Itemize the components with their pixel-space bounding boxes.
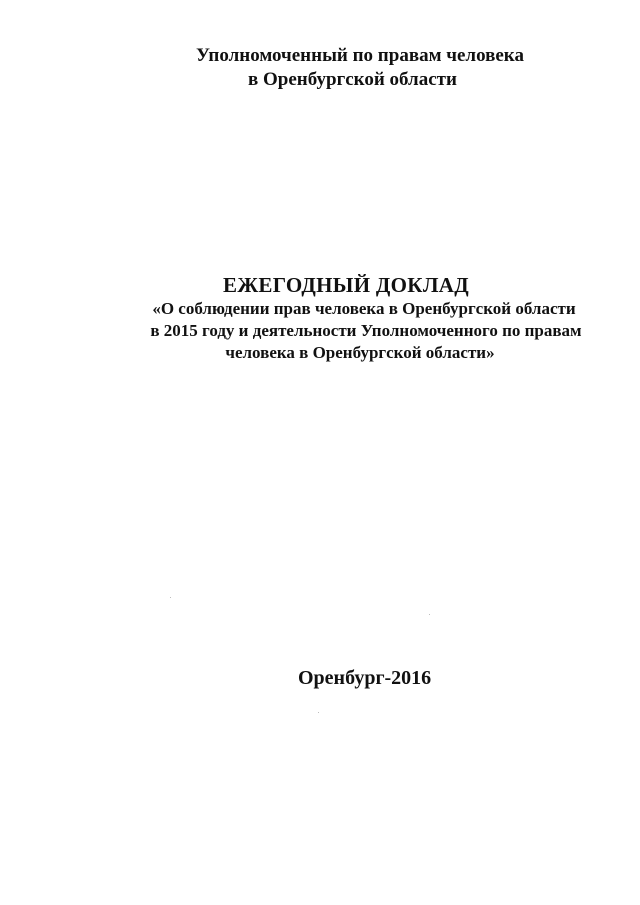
report-subtitle-line-3: человека в Оренбургской области» [225,343,495,362]
scan-speck [429,614,430,615]
report-title-block [0,272,640,364]
report-subtitle-line-2: в 2015 году и деятельности Уполномоченного по правам [150,321,582,340]
document-header [0,44,640,92]
header-line-region: в Оренбургской области [248,69,457,90]
report-title: ЕЖЕГОДНЫЙ ДОКЛАД [223,273,469,297]
document-place-year: Оренбург-2016 [298,667,432,689]
header-line-ombudsman: Уполномоченный по правам человека [196,45,524,66]
report-subtitle-line-1: «О соблюдении прав человека в Оренбургской области [152,299,576,318]
scan-speck [170,597,171,598]
scan-speck [318,712,319,713]
report-subtitle [0,298,640,364]
